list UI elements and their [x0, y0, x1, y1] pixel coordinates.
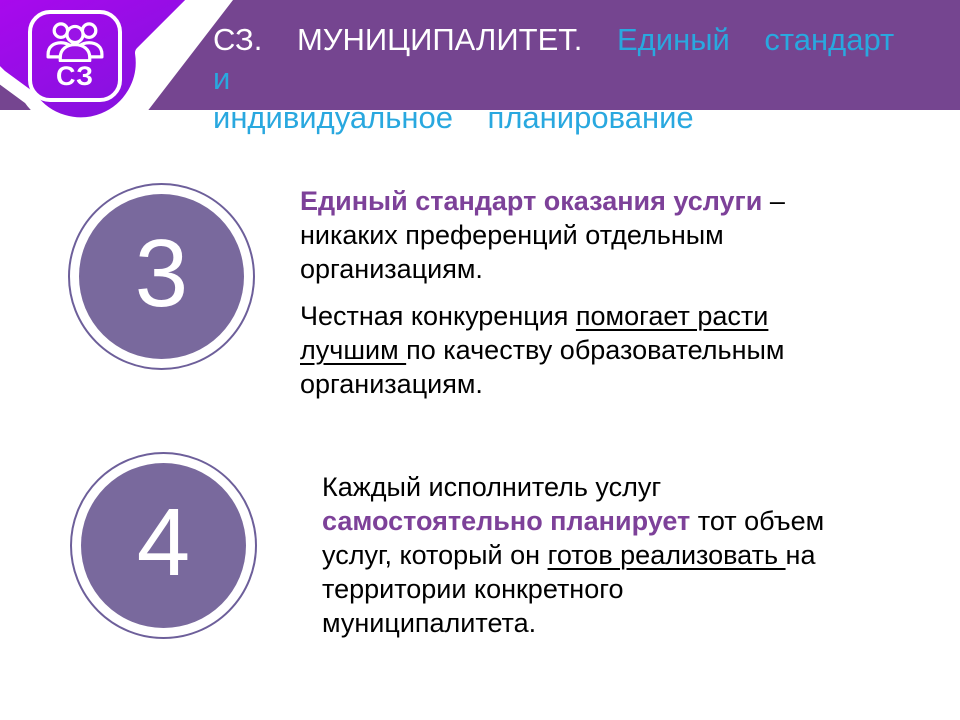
title-accent-line2: индивидуальное планирование	[213, 100, 694, 135]
text-segment-normal: никаких преференций отдельным	[300, 220, 724, 250]
people-group-icon	[44, 21, 106, 62]
text-segment-bold-purple: самостоятельно планирует	[322, 506, 691, 536]
number-circle-3	[68, 183, 255, 370]
title-prefix: СЗ. МУНИЦИПАЛИТЕТ.	[213, 22, 583, 57]
title-accent-line1: Единый стандарт и	[213, 22, 895, 96]
number-circle-4-fill	[81, 463, 246, 628]
text-segment-normal: тот объем	[690, 506, 825, 536]
text-segment-normal: организациям.	[300, 369, 483, 399]
number-circle-3-fill	[79, 194, 244, 359]
title-line-1	[213, 20, 943, 98]
number-4: 4	[136, 488, 191, 596]
header-badge	[28, 10, 122, 102]
text-segment-normal: по качеству образовательным	[406, 335, 785, 365]
text-segment-normal: муниципалитета.	[322, 608, 537, 638]
paragraph	[300, 184, 822, 286]
number-circle-4	[70, 452, 257, 639]
item-4-text	[322, 470, 850, 653]
slide-title	[213, 20, 943, 137]
text-segment-underline: готов реализовать	[547, 540, 786, 570]
text-segment-bold-purple: Единый стандарт оказания услуги	[300, 186, 763, 216]
paragraph	[300, 299, 822, 401]
text-segment-normal: Каждый исполнитель услуг	[322, 472, 662, 502]
text-segment-normal: организациям.	[300, 254, 483, 284]
text-segment-normal: услуг, который он	[322, 540, 548, 570]
number-3: 3	[134, 219, 189, 327]
text-segment-normal: территории конкретного	[322, 574, 624, 604]
paragraph	[322, 470, 850, 640]
item-3-text	[300, 184, 822, 414]
text-segment-underline: лучшим	[300, 335, 407, 365]
badge-label: СЗ	[55, 61, 95, 91]
text-segment-underline: помогает расти	[575, 301, 769, 331]
text-segment-normal: на	[785, 540, 816, 570]
text-segment-normal: –	[762, 186, 785, 216]
text-segment-normal: Честная конкуренция	[300, 301, 576, 331]
